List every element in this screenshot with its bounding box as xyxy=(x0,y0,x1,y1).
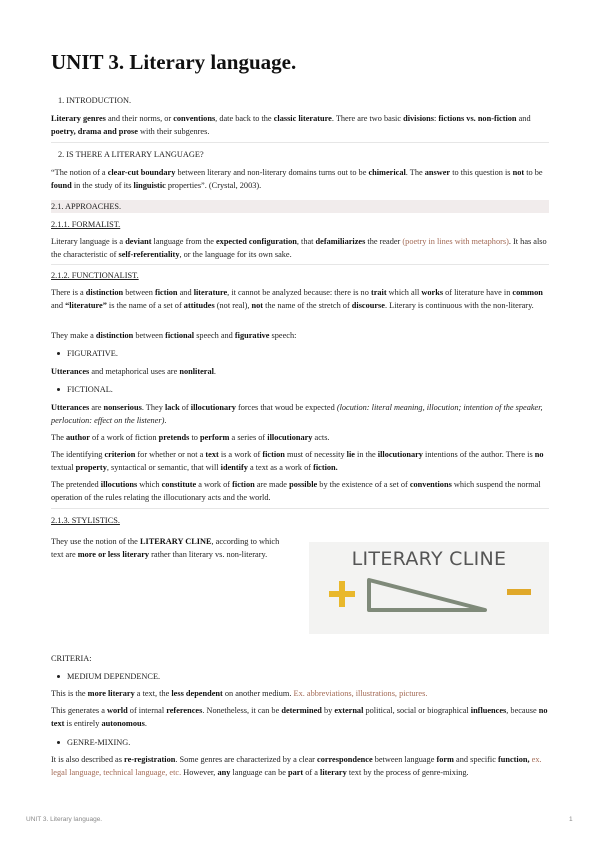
divider xyxy=(51,508,549,509)
paragraph-genre-mixing: It is also described as re-registration. Some genres are characterized by a clear correspondence between language form and specific function, ex. legal language, technical language, etc. However, any language can be part of a literary text by the process of genre-mixing. xyxy=(51,755,542,777)
paragraph-medium-2: This generates a world of internal references. Nonetheless, it can be determined by external political, social or biographical influences, because no text is entirely autonomous. xyxy=(51,706,548,728)
paragraph-fictional-1: Utterances are nonserious. They lack of illocutionary forces that woud be expected (locution: literal meaning, illocution; intention of the speaker, perlocution: effect on the listener). xyxy=(51,403,543,425)
bullet-icon xyxy=(57,675,60,678)
paragraph-formalist: Literary language is a deviant language from the expected configuration, that defamiliarizes the reader (poetry in lines with metaphors). It has also the characteristic of self-referentiality, or the language for its own sake. xyxy=(51,237,547,259)
paragraph-crystal-quote: “The notion of a clear-cut boundary between literary and non-literary domains turns out to be chimerical. The answer to this question is not to be found in the study of its linguistic properties”. (Crystal, 2003). xyxy=(51,168,543,190)
paragraph-figurative: Utterances and metaphorical uses are nonliteral. xyxy=(51,367,216,376)
paragraph-functionalist-2: They make a distinction between fictional speech and figurative speech: xyxy=(51,331,297,340)
cline-triangle xyxy=(369,580,485,610)
literary-cline-title: LITERARY CLINE xyxy=(351,548,507,570)
paragraph-fictional-3: The identifying criterion for whether or not a text is a work of fiction must of necessity lie in the illocutionary intentions of the author. There is no textual property, syntactical or semantic, that will identify a text as a work of fiction. xyxy=(51,450,544,472)
criteria-label: CRITERIA: xyxy=(51,654,92,663)
section-heading-formalist: 2.1.1. FORMALIST. xyxy=(51,220,121,229)
page-title: UNIT 3. Literary language. xyxy=(51,50,297,74)
paragraph-introduction: Literary genres and their norms, or conventions, date back to the classic literature. There are two basic divisions: fictions vs. non-fiction and poetry, drama and prose with their subgenres. xyxy=(51,114,531,136)
paragraph-functionalist-1: There is a distinction between fiction and literature, it cannot be analyzed because: there is no trait which all works of literature have in common and “literature” is the name of a set of attitudes (not real), not the name of the stretch of discourse. Literary is continuous with the non-literary. xyxy=(51,288,543,310)
section-heading-literary-language: 2. IS THERE A LITERARY LANGUAGE? xyxy=(58,150,204,159)
section-heading-functionalist: 2.1.2. FUNCTIONALIST. xyxy=(51,271,139,280)
literary-cline-graphic xyxy=(309,542,549,634)
paragraph-medium-1: This is the more literary a text, the less dependent on another medium. Ex. abbreviations, illustrations, pictures. xyxy=(51,689,428,698)
bullet-icon xyxy=(57,741,60,744)
literary-cline-figure xyxy=(309,542,549,634)
divider xyxy=(51,264,549,265)
paragraph-stylistics: They use the notion of the LITERARY CLINE, according to which text are more or less literary rather than literary vs. non-literary. xyxy=(51,537,280,559)
section-heading-approaches: 2.1. APPROACHES. xyxy=(51,202,122,211)
page-number: 1 xyxy=(569,816,573,823)
minus-icon xyxy=(507,589,531,595)
paragraph-fictional-2: The author of a work of fiction pretends to perform a series of illocutionary acts. xyxy=(51,433,330,442)
paragraph-fictional-4: The pretended illocutions which constitute a work of fiction are made possible by the existence of a set of conventions which suspend the normal operation of the rules relating the illocutionary acts and the world. xyxy=(51,480,541,502)
footer-title: UNIT 3. Literary language. xyxy=(26,816,103,823)
divider xyxy=(51,142,549,143)
section-heading-introduction: 1. INTRODUCTION. xyxy=(58,96,132,105)
section-heading-stylistics: 2.1.3. STYLISTICS. xyxy=(51,516,120,525)
bullet-icon xyxy=(57,352,60,355)
bullet-icon xyxy=(57,388,60,391)
plus-icon xyxy=(329,581,355,607)
